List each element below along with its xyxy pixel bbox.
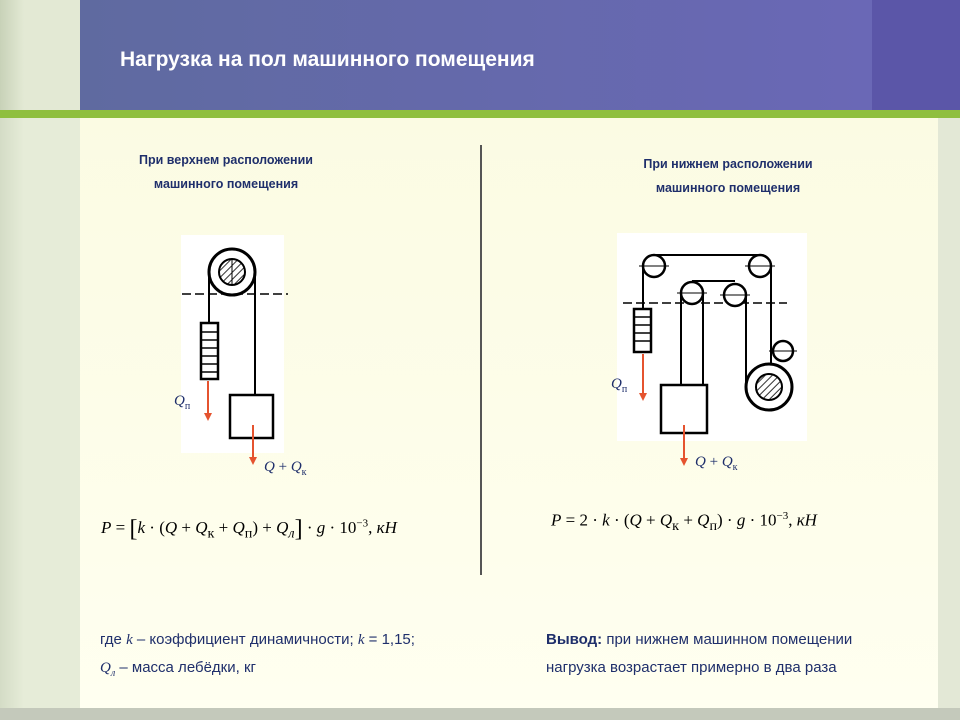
- right-margin: [938, 118, 960, 708]
- bottom-bar: [0, 708, 960, 720]
- left-label-load: $Q + Q_к$: [264, 459, 307, 478]
- accent-line: [0, 110, 960, 118]
- right-counterweight-icon: [634, 309, 651, 352]
- right-conclusion-line1: Вывод: при нижнем машинном помещении: [546, 631, 853, 648]
- header-right-margin: [872, 0, 960, 110]
- right-caption: [608, 152, 848, 200]
- right-conclusion-line2: нагрузка возрастает примерно в два раза: [546, 659, 837, 676]
- slide-title: Нагрузка на пол машинного помещения: [120, 48, 535, 71]
- column-divider: [480, 145, 482, 575]
- left-formula: $P = [k \cdot (Q + Q_к + Q_п) + Q_л] \cdot g \cdot 10^{-3}$, кН: [101, 516, 397, 542]
- left-counterweight-icon: [201, 323, 218, 379]
- right-label-load: $Q + Q_к$: [695, 454, 738, 473]
- left-label-qp: $Q_п$: [174, 393, 191, 412]
- left-caption: [106, 148, 346, 196]
- left-elevator-diagram: [170, 235, 300, 450]
- right-caption-line1: При нижнем расположении: [643, 157, 813, 171]
- left-counterweight-force-arrow: [204, 381, 212, 421]
- left-car-force-arrow: [243, 425, 263, 470]
- right-winch-drum-icon: [746, 364, 792, 410]
- left-note-line2: $Q_л$ – масса лебёдки, кг: [100, 659, 256, 679]
- right-conclusion: [546, 626, 926, 682]
- right-formula: $P = 2 \cdot k \cdot (Q + Q_к + Q_п) \cdot g \cdot 10^{-3}$, кН: [551, 510, 817, 535]
- header-left-margin: [0, 0, 80, 110]
- left-caption-line1: При верхнем расположении: [139, 153, 313, 167]
- right-side-pulley-icon: [769, 341, 797, 361]
- left-traction-sheave-icon: [209, 249, 255, 295]
- right-label-qp: $Q_п$: [611, 376, 628, 395]
- left-note: [100, 626, 480, 688]
- right-car-force-arrowhead: [676, 440, 696, 470]
- left-note-line1: где k – коэффициент динамичности; k = 1,15;: [100, 631, 415, 648]
- left-caption-line2: машинного помещения: [153, 177, 299, 191]
- right-caption-line2: машинного помещения: [655, 181, 801, 195]
- conclusion-label: Вывод:: [546, 631, 603, 648]
- right-elevator-diagram: [617, 233, 807, 443]
- right-counterweight-force-arrow: [639, 354, 647, 401]
